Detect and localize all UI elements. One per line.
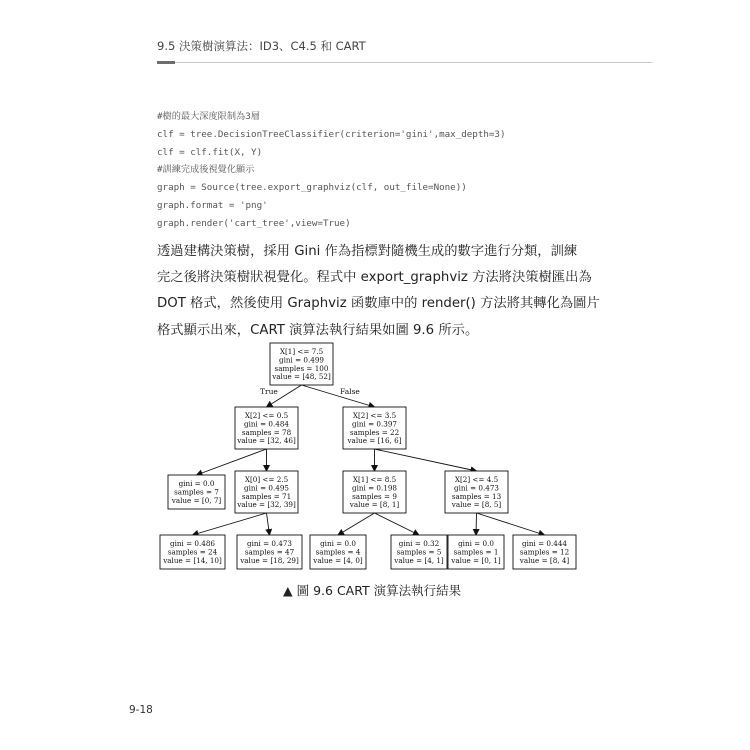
tree-node-line: samples = 5 (396, 547, 442, 557)
tree-node-line: value = [16, 6] (347, 436, 402, 446)
tree-node-line: value = [8, 1] (349, 500, 400, 510)
tree-node (445, 471, 508, 513)
code-line: graph.render('cart_tree',view=True) (157, 217, 351, 229)
tree-node-line: X[2] <= 3.5 (352, 411, 397, 420)
paragraph-line: 透過建構決策樹，採用 Gini 作為指標對隨機生成的數字進行分類，訓練 (157, 244, 578, 259)
tree-node-line: X[2] <= 4.5 (454, 475, 499, 484)
tree-node-line: samples = 100 (274, 363, 329, 373)
tree-node (310, 535, 366, 569)
tree-node (235, 407, 298, 449)
tree-node-line: samples = 7 (174, 487, 219, 497)
tree-node-line: value = [32, 46] (237, 436, 296, 446)
tree-node-line: X[1] <= 7.5 (279, 347, 324, 356)
figure-caption (283, 581, 461, 599)
header-rule (157, 62, 652, 63)
false-edge-label: False (340, 387, 360, 396)
code-line: graph.format = 'png' (157, 199, 268, 211)
tree-node-line: value = [0, 1] (451, 556, 501, 565)
tree-node-line: samples = 78 (241, 427, 292, 437)
tree-node-line: gini = 0.484 (244, 419, 289, 429)
tree-node (235, 471, 298, 513)
tree-node (391, 535, 447, 569)
tree-node-line: value = [0, 7] (171, 496, 222, 505)
tree-edge (193, 513, 267, 535)
tree-node-line: value = [48, 52] (272, 372, 331, 382)
tree-node-line: gini = 0.495 (244, 483, 289, 493)
tree-edge (338, 513, 375, 535)
body-paragraph (157, 239, 600, 344)
code-line: graph = Source(tree.export_graphviz(clf, out_file=None)) (157, 182, 467, 194)
tree-node-line: gini = 0.0 (178, 479, 215, 489)
tree-node-line: samples = 24 (167, 547, 218, 557)
tree-node-line: gini = 0.0 (458, 539, 494, 549)
tree-node (343, 471, 406, 513)
tree-edge (476, 513, 477, 535)
tree-node-line: samples = 22 (349, 427, 400, 437)
tree-node-line: samples = 71 (241, 491, 292, 501)
code-line: clf = clf.fit(X, Y) (157, 146, 263, 158)
tree-node-line: X[0] <= 2.5 (244, 475, 289, 484)
tree-node-line: gini = 0.486 (170, 539, 215, 549)
header-rule-accent (157, 61, 175, 64)
tree-node-line: X[2] <= 0.5 (244, 411, 289, 420)
tree-node-line: value = [18, 29] (240, 556, 299, 565)
tree-node-line: value = [32, 39] (237, 500, 296, 510)
tree-node-line: samples = 47 (244, 547, 295, 557)
tree-edge (267, 513, 270, 535)
tree-node-line: value = [14, 10] (163, 556, 222, 565)
tree-node-line: samples = 4 (315, 547, 361, 557)
tree-node-line: gini = 0.473 (454, 483, 499, 493)
tree-edge (375, 513, 420, 535)
tree-node (270, 343, 333, 385)
paragraph-line: DOT 格式，然後使用 Graphviz 函數庫中的 render() 方法將其轉化為圖片 (157, 296, 600, 312)
tree-node (343, 407, 406, 449)
tree-node-line: gini = 0.397 (352, 419, 397, 429)
tree-node (513, 535, 576, 569)
tree-node-line: gini = 0.499 (279, 355, 324, 365)
code-line: #樹的最大深度限制為3層 (157, 111, 260, 122)
code-block (157, 108, 505, 233)
code-line: #訓練完成後視覺化顯示 (157, 164, 255, 176)
code-line: clf = tree.DecisionTreeClassifier(criterion='gini',max_depth=3) (157, 128, 506, 140)
tree-node-line: samples = 9 (352, 491, 397, 501)
paragraph-line: 完之後將決策樹狀視覺化。程式中 export_graphviz 方法將決策樹匯出為 (157, 270, 592, 286)
decision-tree-figure (150, 335, 605, 575)
caption-text: 圖 9.6 CART 演算法執行結果 (296, 583, 462, 598)
tree-node-line: value = [8, 4] (519, 556, 570, 565)
tree-node (160, 535, 225, 569)
tree-node-line: gini = 0.32 (398, 539, 440, 549)
tree-node-line: gini = 0.0 (320, 539, 356, 549)
tree-node-line: value = [4, 0] (313, 556, 363, 565)
triangle-icon: ▲ (283, 583, 293, 598)
tree-node-line: value = [4, 1] (394, 556, 444, 565)
tree-edge (477, 513, 545, 535)
running-header: 9.5 決策樹演算法：ID3、C4.5 和 CART (157, 39, 366, 53)
tree-node-line: gini = 0.473 (247, 539, 292, 549)
tree-node-line: X[1] <= 8.5 (352, 475, 397, 484)
page-number: 9-18 (129, 704, 153, 716)
tree-edge (302, 385, 375, 407)
paragraph-line: 格式顯示出來，CART 演算法執行結果如圖 9.6 所示。 (157, 322, 479, 338)
tree-node-line: gini = 0.198 (352, 483, 397, 493)
tree-node-line: gini = 0.444 (522, 539, 567, 549)
tree-node (448, 535, 504, 569)
tree-node-line: samples = 1 (453, 547, 499, 557)
tree-node-line: value = [8, 5] (451, 500, 502, 510)
tree-node-line: samples = 13 (451, 491, 502, 501)
true-edge-label: True (260, 387, 278, 396)
tree-node (168, 475, 225, 509)
tree-node-line: samples = 12 (519, 547, 570, 557)
tree-node (237, 535, 302, 569)
tree-edge (375, 449, 477, 471)
